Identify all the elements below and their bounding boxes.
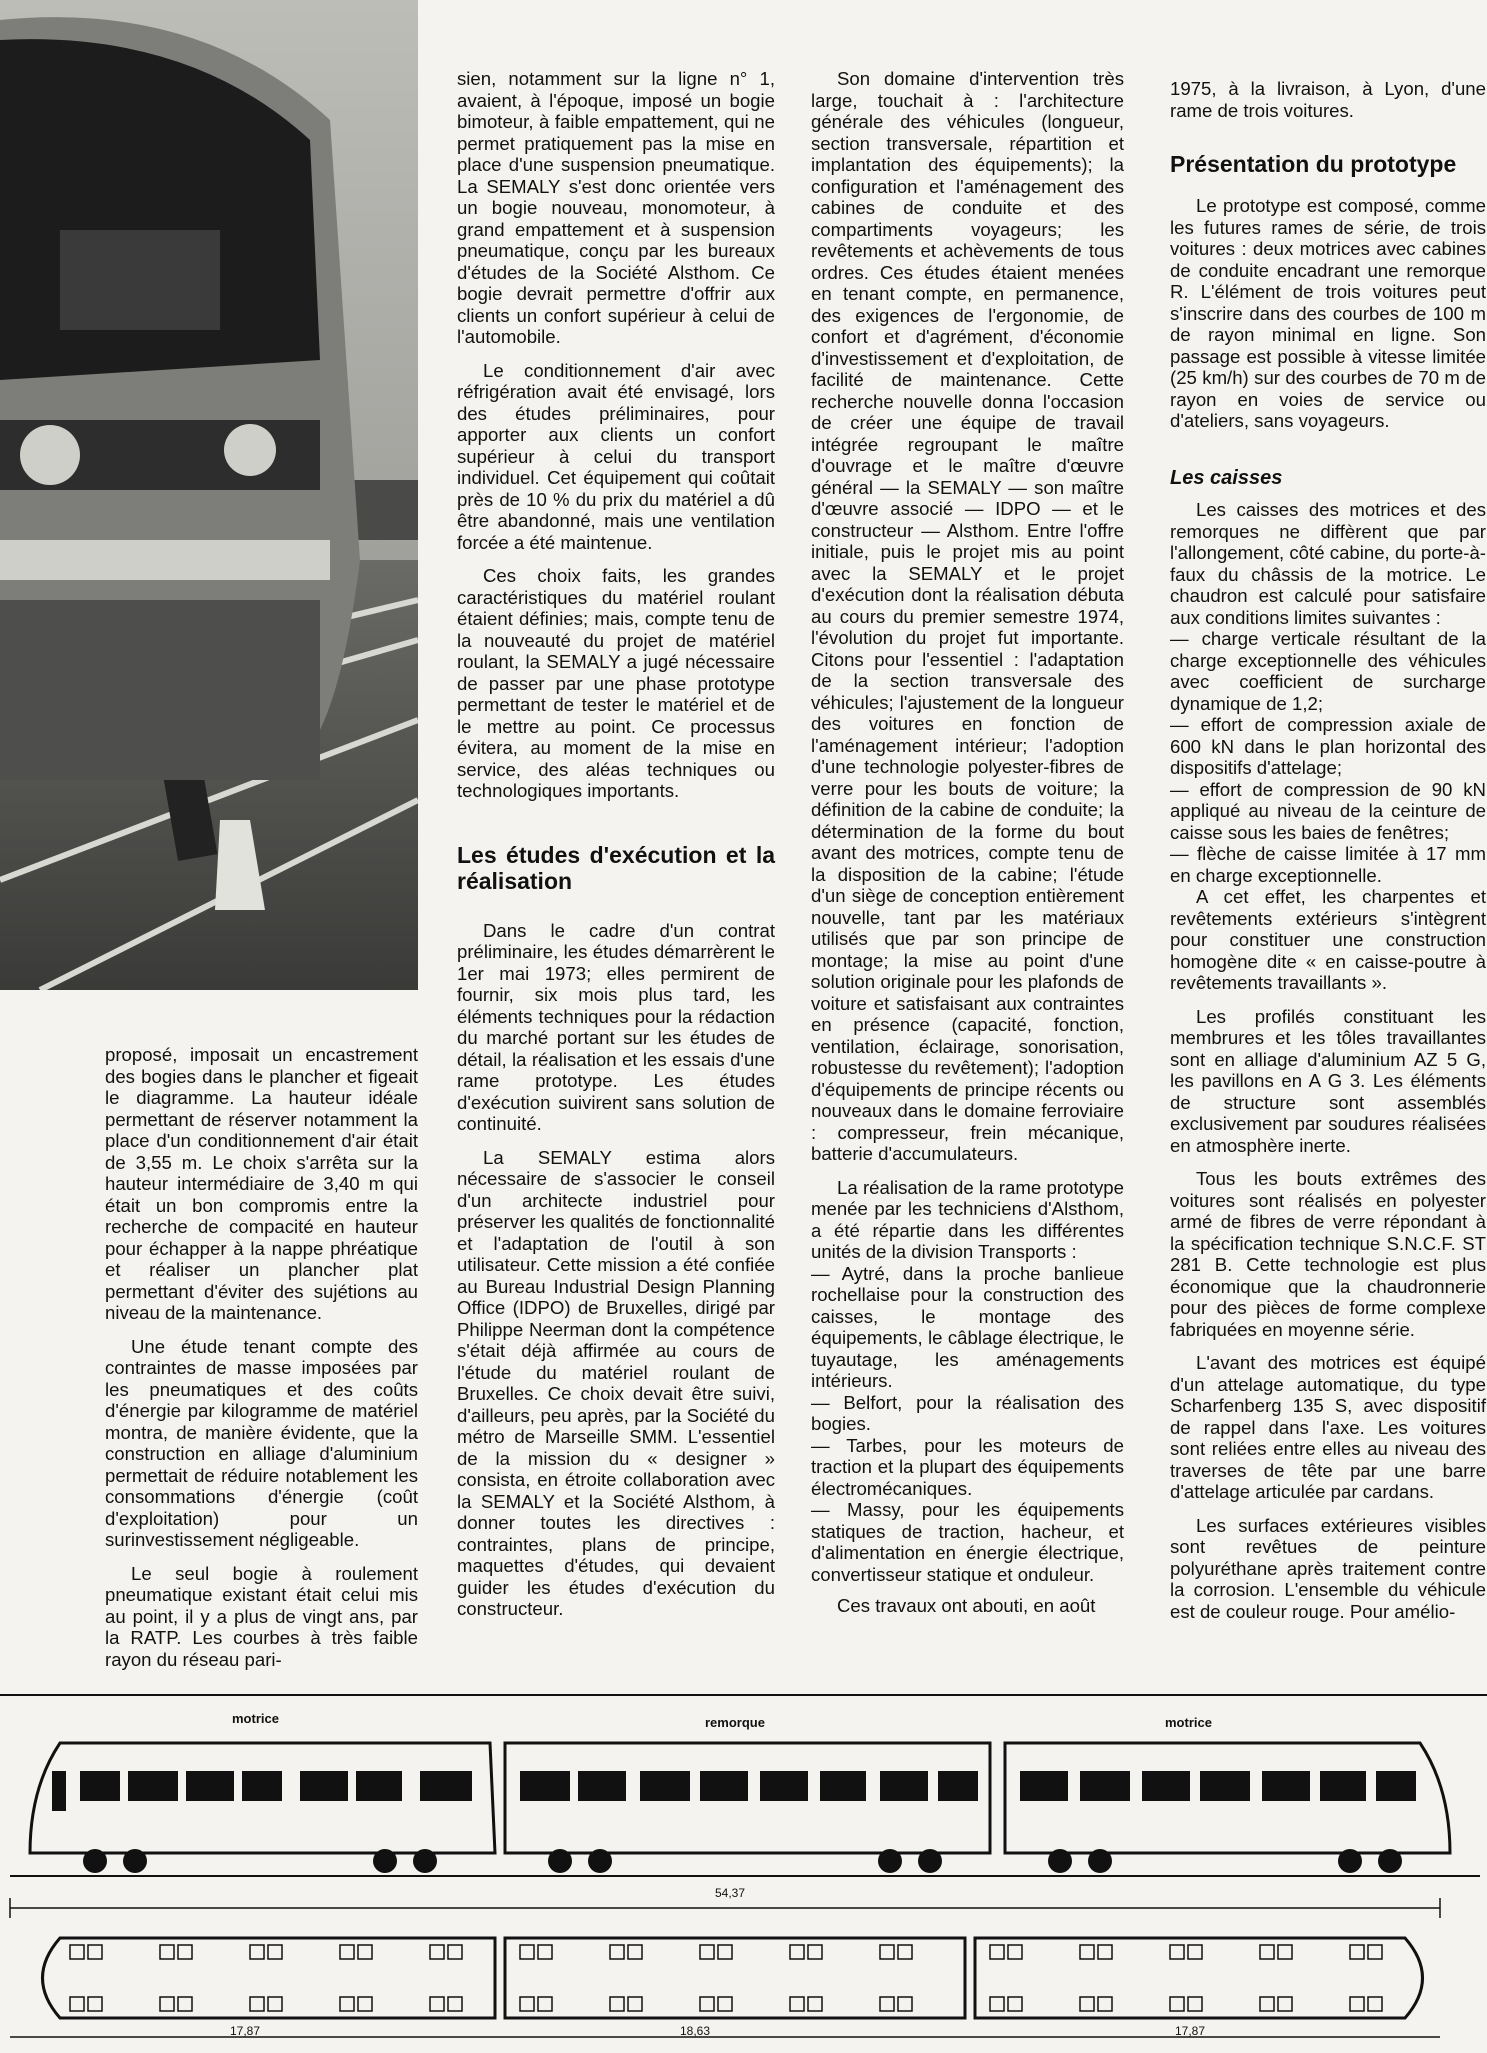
car-length-label: 17,87	[230, 2024, 261, 2038]
car-length-label: 17,87	[1175, 2024, 1206, 2038]
list-item: — flèche de caisse limitée à 17 mm en charge exceptionnelle.	[1170, 843, 1486, 886]
subsection-heading: Les caisses	[1170, 466, 1283, 489]
paragraph: 1975, à la livraison, à Lyon, d'une rame de trois voitures.	[1170, 78, 1486, 121]
list-item: — Aytré, dans la proche banlieue rochellaise pour la construction des caisses, le montage des équipements, le câblage électrique, le tuyautage, les aménagements intérieurs.	[811, 1262, 1124, 1391]
list-item: — Belfort, pour la réalisation des bogies.	[811, 1391, 1124, 1434]
paragraph: La réalisation de la rame prototype menée par les techniciens d'Alsthom, a été répartie dans les différentes unités de la division Transports :	[811, 1176, 1124, 1262]
section-heading: Les études d'exécution et la réalisation	[457, 841, 775, 894]
train-photo-drawing	[0, 0, 418, 990]
train-photo	[0, 0, 418, 990]
paragraph: sien, notamment sur la ligne n° 1, avaient, à l'époque, imposé un bogie bimoteur, à faible empattement, qui ne permet pratiquement pas la mise en place d'une suspension pneumatique. La SEMALY s'est donc orientée vers un bogie nouveau, monomoteur, à grand empattement et à suspension pneumatique, conçu par les bureaux d'études de la Société Alsthom. Ce bogie devrait permettre d'offrir aux clients un confort supérieur à celui de l'automobile.	[457, 68, 775, 347]
list-item: — charge verticale résultant de la charge exceptionnelle des véhicules avec coefficient de surcharge dynamique de 1,2;	[1170, 628, 1486, 714]
train-diagram	[0, 1693, 1487, 2048]
paragraph: Les surfaces extérieures visibles sont revêtues de peinture polyuréthane après traitement contre la corrosion. L'ensemble du véhicule est de couleur rouge. Pour amélio-	[1170, 1514, 1486, 1622]
paragraph: Le prototype est composé, comme les futures rames de série, de trois voitures : deux motrices avec cabines de conduite encadrant une remorque R. L'élément de trois voitures peut s'inscrire dans des courbes de 100 m de rayon minimal en ligne. Son passage est possible à vitesse limitée (25 km/h) sur des courbes de 70 m de rayon en voies de service ou d'ateliers, sans voyageurs.	[1170, 195, 1486, 431]
column-2	[457, 68, 775, 1620]
paragraph: Son domaine d'intervention très large, touchait à : l'architecture générale des véhicules (longueur, section transversale, répartition et implantation des équipements); la configuration et l'aménagement des cabines de conduite et des compartiments voyageurs; les revêtements et achèvements de tous ordres. Ces études étaient menées en tenant compte, en permanence, des exigences de l'ergonomie, de confort et d'agrément, d'économie d'investissement et d'exploitation, de facilité de maintenance. Cette recherche nouvelle donna l'occasion de créer une équipe de travail intégrée regroupant le maître d'ouvrage et le maître d'œuvre général — la SEMALY — son maître d'œuvre associé — IDPO — et le constructeur — Alsthom. Entre l'offre initiale, puis le projet mis au point avec la SEMALY et le projet d'exécution dont la réalisation débuta au cours du premier semestre 1974, l'évolution du projet fut importante. Citons pour l'essentiel : l'adaptation de la section transversale des véhicules; l'ajustement de la longueur des voitures en fonction de l'aménagement intérieur; l'adoption d'une technologie polyester-fibres de verre pour les bouts de voiture; la définition de la cabine de conduite; la détermination de la forme du bout avant des motrices, compte tenu de la disposition de la cabine; l'étude d'un siège de conception entièrement nouvelle, tant par les matériaux utilisés que par son principe de montage; la mise au point d'une solution originale pour les plafonds de voiture et satisfaisant aux contraintes en présence (capacité, fonction, ventilation, éclairage, sonorisation, robustesse du revêtement); l'adoption d'équipements de principe récents ou nouveaux dans le domaine ferroviaire : compresseur, frein mécanique, batterie d'accumulateurs.	[811, 68, 1124, 1164]
paragraph: proposé, imposait un encastrement des bogies dans le plancher et figeait le diagramme. La hauteur idéale permettant de réserver notamment la place d'un conditionnement d'air était de 3,55 m. Le choix s'arrêta sur la hauteur intermédiaire de 3,40 m qui était un bon compromis entre la recherche de compacité en hauteur pour échapper à la nappe phréatique et réaliser un plancher plat permettant d'éviter des sujétions au niveau de la maintenance.	[105, 1044, 418, 1323]
paragraph: Une étude tenant compte des contraintes de masse imposées par les pneumatiques et des coûts d'énergie par kilogramme de matériel montra, de manière évidente, que la construction en alliage d'aluminium permettait de réduire notablement les consommations d'énergie (coût d'exploitation) pour un surinvestissement négligeable.	[105, 1335, 418, 1550]
car-label-motrice-left: motrice	[232, 1711, 279, 1726]
section-heading: Présentation du prototype	[1170, 151, 1457, 177]
paragraph: Ces travaux ont abouti, en août	[837, 1595, 1096, 1616]
car-label-motrice-right: motrice	[1165, 1715, 1212, 1730]
car-length-label: 18,63	[680, 2024, 711, 2038]
paragraph: Le conditionnement d'air avec réfrigération avait été envisagé, lors des études préliminaires, pour apporter aux clients un confort supérieur à celui du transport individuel. Cet équipement qui coûtait près de 10 % du prix du matériel a dû être abandonné, mais une ventilation forcée a été maintenue.	[457, 359, 775, 553]
list-item: — effort de compression axiale de 600 kN dans le plan horizontal des dispositifs d'attelage;	[1170, 714, 1486, 778]
paragraph: Dans le cadre d'un contrat préliminaire, les études démarrèrent le 1er mai 1973; elles permirent de fournir, six mois plus tard, les éléments techniques pour la rédaction du marché portant sur les études de détail, la réalisation et les essais d'une rame prototype. Les études d'exécution suivirent sans solution de continuité.	[457, 919, 775, 1134]
paragraph: Ces choix faits, les grandes caractéristiques du matériel roulant étaient définies; mais, compte tenu de la nouveauté du projet de matériel roulant, la SEMALY a jugé nécessaire de passer par une phase prototype permettant de tester le matériel et de le mettre au point. Ce processus évitera, au moment de la mise en service, des aléas techniques ou technologiques importants.	[457, 565, 775, 801]
column-3	[811, 68, 1124, 1617]
list-item: — Massy, pour les équipements statiques de traction, hacheur, et d'alimentation en énergie électrique, convertisseur statique et onduleur.	[811, 1499, 1124, 1585]
train-diagram-drawing	[0, 1693, 1487, 2048]
total-length-label: 54,37	[715, 1886, 746, 1900]
column-4	[1170, 78, 1486, 1622]
list-item: — Tarbes, pour les moteurs de traction et la plupart des équipements électromécaniques.	[811, 1434, 1124, 1499]
paragraph: Les profilés constituant les membrures et les tôles travaillantes sont en alliage d'aluminium AZ 5 G, les pavillons en A G 3. Les éléments de structure sont assemblés exclusivement par soudures réalisées en atmosphère inerte.	[1170, 1005, 1486, 1156]
paragraph: Le seul bogie à roulement pneumatique existant était celui mis au point, il y a plus de vingt ans, par la RATP. Les courbes à très faible rayon du réseau pari-	[105, 1562, 418, 1670]
list-item: — effort de compression de 90 kN appliqué au niveau de la ceinture de caisse sous les baies de fenêtres;	[1170, 778, 1486, 843]
paragraph: Tous les bouts extrêmes des voitures sont réalisés en polyester armé de fibres de verre répondant à la spécification technique S.N.C.F. ST 281 B. Cette technologie est plus économique que la chaudronnerie pour des pièces de forme complexe fabriquées en moyenne série.	[1170, 1168, 1486, 1340]
paragraph: Les caisses des motrices et des remorques ne diffèrent que par l'allongement, côté cabine, du porte-à-faux du châssis de la motrice. Le chaudron est calculé pour satisfaire aux conditions limites suivantes :	[1170, 499, 1486, 628]
paragraph: A cet effet, les charpentes et revêtements extérieurs s'intègrent pour constituer une construction homogène dite « en caisse-poutre à revêtements travaillants ».	[1170, 886, 1486, 993]
car-label-remorque: remorque	[705, 1715, 765, 1730]
paragraph: L'avant des motrices est équipé d'un attelage automatique, du type Scharfenberg 135 S, avec dispositif de rappel dans l'axe. Les voitures sont reliées entre elles au niveau des traverses de tête par une barre d'attelage articulée par cardans.	[1170, 1352, 1486, 1502]
paragraph: La SEMALY estima alors nécessaire de s'associer le conseil d'un architecte industriel pour préserver les qualités de fonctionnalité et l'adaptation de l'outil à son utilisateur. Cette mission a été confiée au Bureau Industrial Design Planning Office (IDPO) de Bruxelles, dirigé par Philippe Neerman dont la compétence s'était déjà affirmée au cours de l'étude du matériel roulant de Bruxelles. Ce choix devait être suivi, d'ailleurs, peu après, par la Société du métro de Marseille SMM. L'essentiel de la mission du « designer » consista, en étroite collaboration avec la SEMALY et la Société Alsthom, à donner toutes les directives : contraintes, plans de principe, maquettes d'études, qui devaient guider les études d'exécution du constructeur.	[457, 1146, 775, 1619]
column-1	[105, 1044, 418, 1670]
